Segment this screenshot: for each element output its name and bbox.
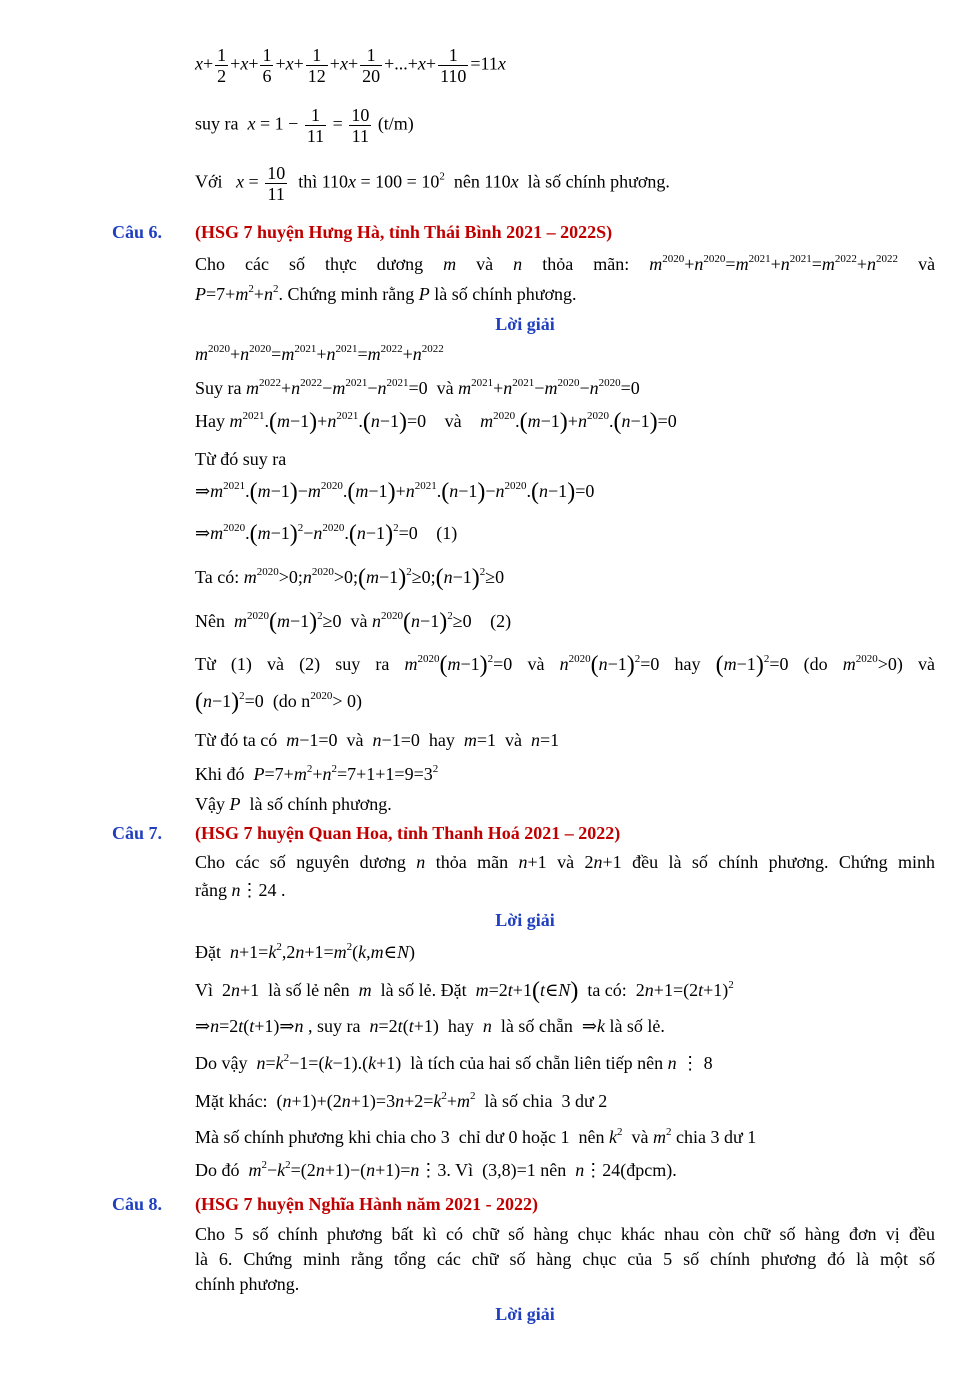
q7-solution-heading: Lời giải xyxy=(495,910,555,930)
intro-voi-label: Với xyxy=(195,171,223,192)
q7-sol-line6: Mà số chính phương khi chia cho 3 chỉ dư 0 hoặc 1 nên $k^2$ và $m^2$ chia 3 dư 1 xyxy=(195,1126,757,1147)
q6-sol-line11: Từ đó ta có m−1=0 và n−1=0 hay m=1 và n=1 xyxy=(195,730,560,750)
q6-sol-line13: Vậy P là số chính phương. xyxy=(195,794,392,814)
q6-source: (HSG 7 huyện Hưng Hà, tỉnh Thái Bình 2021 – 2022S) xyxy=(195,222,613,242)
q6-sol-line1: $m^{2020}+n^{2020}=m^{2021}+n^{2021}=m^{2022}+n^{2022}$ xyxy=(195,343,444,364)
q7-sol-line4: Do vậy $n=k^2-1=(k-1).(k+1)$ là tích của hai số chẵn liên tiếp nên n ⋮ 8 xyxy=(195,1052,713,1073)
q6-sol-line10: $(n-1)^2=0$ (do $n^{2020}> 0$) xyxy=(195,689,362,715)
q8-solution-heading: Lời giải xyxy=(495,1304,555,1324)
q7-prompt-line1: Cho các số nguyên dương n thỏa mãn n+1 và 2n+1 đều là số chính phương. Chứng minh xyxy=(195,852,936,872)
q6-prompt-line2: $P=7+m^2+n^2$. Chứng minh rằng P là số chính phương. xyxy=(195,283,577,304)
q6-solution-heading: Lời giải xyxy=(495,314,555,334)
q7-source: (HSG 7 huyện Quan Hoa, tỉnh Thanh Hoá 2021 – 2022) xyxy=(195,823,621,843)
intro-equation: x+ $\frac{1}{2}$ +x+ $\frac{1}{6}$ +x+ $\frac{1}{12}$ +x+ $\frac{1}{20}$ +...+x+ $\frac{1}{110}$ =11x xyxy=(195,45,506,86)
q6-sol-line6: $\Rightarrow m^{2020}.(m-1)^2-n^{2020}.(n-1)^2=0$ (1) xyxy=(195,521,458,547)
q7-sol-line2: Vì 2n+1 là số lẻ nên m là số lẻ. Đặt m=2t+1(t∈N) ta có: $2n+1=(2t+1)^2$ xyxy=(195,978,734,1004)
q6-label: Câu 6. xyxy=(112,222,163,242)
intro-chinhphuong: là số chính phương. xyxy=(527,171,670,192)
q6-sol-line5: $\Rightarrow m^{2021}.(m-1)-m^{2020}.(m-1)+n^{2021}.(n-1)-n^{2020}.(n-1)=0$ xyxy=(195,479,595,505)
intro-tm: (t/m) xyxy=(377,113,414,134)
q7-label: Câu 7. xyxy=(112,823,163,843)
intro-suyra-line: suy ra x = 1 − $\frac{1}{11}$ = $\frac{10}{11}$ (t/m) xyxy=(195,105,414,146)
q6-sol-line2: Suy ra $m^{2022}+n^{2022}-m^{2021}-n^{2021}=0$ và $m^{2021}+n^{2021}-m^{2020}-n^{2020}=0$ xyxy=(195,377,640,398)
q6-sol-line9: Từ (1) và (2) suy ra $m^{2020}(m-1)^2=0$ và $n^{2020}(n-1)^2=0$ hay $(m-1)^2=0$ (do $m^{2020}>0$) và xyxy=(195,652,936,678)
q8-label: Câu 8. xyxy=(112,1194,163,1214)
q8-prompt-line2: là 6. Chứng minh rằng tổng các chữ số hàng chục của 5 số chính phương đó là một số xyxy=(195,1249,935,1269)
q7-sol-line5: Mặt khác: $(n+1)+(2n+1)=3n+2=k^2+m^2$ là số chia 3 dư 2 xyxy=(195,1090,608,1111)
q8-prompt-line3: chính phương. xyxy=(195,1274,300,1294)
q6-sol-line3: Hay $m^{2021}.(m-1)+n^{2021}.(n-1)=0$ và $m^{2020}.(m-1)+n^{2020}.(n-1)=0$ xyxy=(195,409,677,435)
q7-prompt-line2: rằng n⋮24 . xyxy=(195,880,286,900)
intro-voi-line: Với x = $\frac{10}{11}$ thì $110x = 100 = 10^2$ nên 110x là số chính phương. xyxy=(195,163,670,204)
q6-sol-line4: Từ đó suy ra xyxy=(195,449,287,469)
q6-sol-line8: Nên $m^{2020}(m-1)^2\ge 0$ và $n^{2020}(n-1)^2\ge 0$ (2) xyxy=(195,609,512,635)
intro-suyra-label: suy ra xyxy=(195,113,239,134)
q7-sol-line3: ⇒n=2t(t+1)⇒n , suy ra n=2t(t+1) hay n là số chẵn ⇒k là số lẻ. xyxy=(195,1016,665,1036)
q7-sol-line1: Đặt $n+1=k^2,2n+1=m^2(k,m\in N)$ xyxy=(195,941,415,962)
q8-source: (HSG 7 huyện Nghĩa Hành năm 2021 - 2022) xyxy=(195,1194,539,1214)
q6-sol-line7: Ta có: $m^{2020}>0;n^{2020}>0;(m-1)^2\ge 0;(n-1)^2\ge 0$ xyxy=(195,565,505,591)
q6-sol-line12: Khi đó $P=7+m^2+n^2=7+1+1=9=3^2$ xyxy=(195,763,439,784)
q8-prompt-line1: Cho 5 số chính phương bất kì có chữ số hàng chục khác nhau còn chữ số hàng đơn vị đều xyxy=(195,1224,935,1244)
q6-prompt-line1: Cho các số thực dương m và n thỏa mãn: $m^{2020}+n^{2020}=m^{2021}+n^{2021}=m^{2022}+n^{2022}$ và xyxy=(195,253,936,274)
q7-sol-line7: Do đó $m^2-k^2=(2n+1)-(n+1)=n⋮3$. Vì (3,8)=1 nên n⋮24(đpcm). xyxy=(195,1159,677,1180)
